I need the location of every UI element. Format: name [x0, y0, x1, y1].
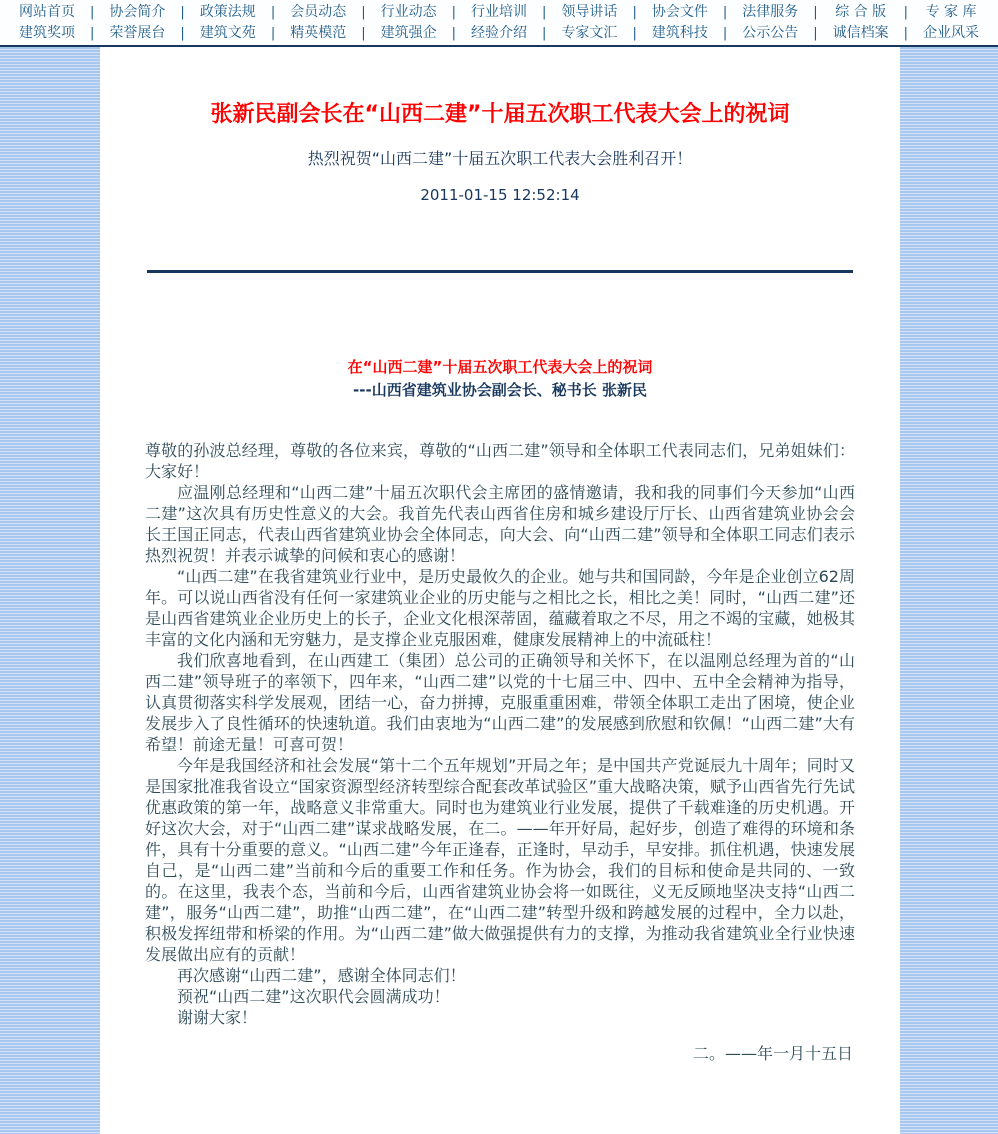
nav-item[interactable]: 会员动态 — [290, 4, 347, 20]
nav-separator: | — [542, 4, 547, 20]
paragraph: 再次感谢“山西二建”，感谢全体同志们！ — [177, 966, 466, 985]
speech-byline: ---山西省建筑业协会副会长、秘书长 张新民 — [353, 381, 647, 399]
nav-item[interactable]: 企业风采 — [923, 25, 980, 41]
nav-item[interactable]: 建筑奖项 — [19, 25, 75, 41]
nav-separator: | — [180, 4, 185, 20]
left-stripe-decoration — [0, 47, 100, 1134]
nav-separator: | — [542, 25, 547, 41]
nav-item[interactable]: 协会简介 — [109, 4, 166, 20]
nav-separator: | — [270, 4, 276, 20]
nav-item[interactable]: 经验介绍 — [471, 25, 528, 41]
nav-separator: | — [722, 25, 728, 41]
nav-item[interactable]: 专家文汇 — [561, 25, 618, 41]
paragraph: “山西二建”在我省建筑业行业中，是历史最攸久的企业。她与共和国同龄，今年是企业创立62周年。可以说山西省没有任何一家建筑业企业的历史能与之相比之长，相比之美！同时，“山西二建”还是山西省建筑业企业历史上的长子，企业文化根深蒂固，蕴藏着取之不尽，用之不竭的宝藏，她极其丰富的文化内涵和无穷魅力，是支撑企业克服困难，健康发展精神上的中流砥柱！ — [145, 567, 855, 649]
article-title: 张新民副会长在“山西二建”十届五次职工代表大会上的祝词 — [210, 102, 790, 127]
nav-separator: | — [632, 4, 637, 20]
article-content — [100, 47, 900, 1134]
paragraph: 应温刚总经理和“山西二建”十届五次职代会主席团的盛情邀请，我和我的同事们今天参加“山西二建”这次具有历史性意义的大会。我首先代表山西省住房和城乡建设厅厅长、山西省建筑业协会会长王国正同志，代表山西省建筑业协会全体同志，向大会、向“山西二建”领导和全体职工同志们表示热烈祝贺！并表示诚挚的问候和衷心的感谢！ — [145, 483, 855, 565]
nav-separator: | — [722, 4, 728, 20]
nav-item[interactable]: 公示公告 — [742, 25, 799, 41]
nav-separator: | — [813, 4, 818, 20]
nav-separator: | — [361, 4, 366, 20]
nav-item[interactable]: 政策法规 — [199, 4, 256, 20]
nav-separator: | — [813, 25, 818, 41]
nav-separator: | — [903, 4, 909, 20]
nav-separator: | — [632, 25, 637, 41]
nav-item[interactable]: 建筑强企 — [380, 25, 437, 41]
nav-item[interactable]: 领导讲话 — [561, 4, 618, 20]
nav-row-2 — [4, 23, 994, 43]
paragraph: 尊敬的孙波总经理，尊敬的各位来宾，尊敬的“山西二建”领导和全体职工代表同志们，兄弟姐妹们：大家好！ — [145, 441, 855, 481]
nav-separator: | — [180, 25, 185, 41]
nav-separator: | — [90, 25, 95, 41]
signature-date: 二。——年一月十五日 — [692, 1044, 853, 1063]
paragraph: 今年是我国经济和社会发展“第十二个五年规划”开局之年；是中国共产党诞辰九十周年；同时又是国家批准我省设立“国家资源型经济转型综合配套改革试验区”重大战略决策，赋予山西省先行先试优惠政策的第一年，战略意义非常重大。同时也为建筑业行业发展，提供了千载难逢的历史机遇。开好这次大会，对于“山西二建”谋求战略发展，在二。——年开好局，起好步，创造了难得的环境和条件，具有十分重要的意义。“山西二建”今年正逢春，正逢时，早动手，早安排。抓住机遇，快速发展自己，是“山西二建”当前和今后的重要工作和任务。作为协会，我们的目标和使命是共同的、一致的。在这里，我表个态，当前和今后，山西省建筑业协会将一如既往，义无反顾地坚决支持“山西二建”，服务“山西二建”，助推“山西二建”，在“山西二建”转型升级和跨越发展的过程中，全力以赴，积极发挥纽带和桥梁的作用。为“山西二建”做大做强提供有力的支撑，为推动我省建筑业全行业快速发展做出应有的贡献！ — [145, 756, 855, 964]
speech-heading — [100, 357, 900, 400]
nav-item[interactable]: 协会文件 — [651, 4, 708, 20]
nav-item[interactable]: 建筑文苑 — [199, 25, 256, 41]
nav-separator: | — [451, 25, 457, 41]
nav-item[interactable]: 荣誉展台 — [109, 25, 166, 41]
nav-item[interactable]: 网站首页 — [19, 4, 75, 20]
nav-item[interactable]: 综 合 版 — [835, 4, 887, 20]
nav-item[interactable]: 诚信档案 — [832, 25, 889, 41]
paragraph: 预祝“山西二建”这次职代会圆满成功！ — [177, 987, 450, 1006]
nav-item[interactable]: 精英模范 — [290, 25, 347, 41]
divider-rule — [147, 270, 853, 273]
nav-separator: | — [270, 25, 276, 41]
nav-item[interactable]: 法律服务 — [742, 4, 799, 20]
nav-row-1 — [4, 2, 994, 22]
right-stripe-decoration — [900, 47, 998, 1134]
speech-title: 在“山西二建”十届五次职工代表大会上的祝词 — [347, 358, 653, 376]
paragraph: 我们欣喜地看到，在山西建工（集团）总公司的正确领导和关怀下，在以温刚总经理为首的“山西二建”领导班子的率领下，四年来，“山西二建”以党的十七届三中、四中、五中全会精神为指导，认真贯彻落实科学发展观，团结一心，奋力拼搏，克服重重困难，带领全体职工走出了困境，使企业发展步入了良性循环的快速轨道。我们由衷地为“山西二建”的发展感到欣慰和钦佩！“山西二建”大有希望！前途无量！可喜可贺！ — [145, 651, 855, 754]
paragraph: 谢谢大家！ — [177, 1008, 258, 1027]
article-subtitle: 热烈祝贺“山西二建”十届五次职工代表大会胜利召开！ — [307, 149, 693, 168]
article-body — [145, 440, 855, 1028]
nav-separator: | — [90, 4, 95, 20]
nav-item[interactable]: 建筑科技 — [651, 25, 708, 41]
nav-separator: | — [361, 25, 366, 41]
top-navigation — [0, 0, 998, 45]
nav-separator: | — [903, 25, 909, 41]
nav-item[interactable]: 行业培训 — [471, 4, 528, 20]
nav-item[interactable]: 专 家 库 — [925, 4, 977, 20]
nav-item[interactable]: 行业动态 — [380, 4, 437, 20]
article-datetime: 2011-01-15 12:52:14 — [420, 186, 580, 204]
page-body — [0, 47, 998, 1134]
nav-separator: | — [451, 4, 457, 20]
